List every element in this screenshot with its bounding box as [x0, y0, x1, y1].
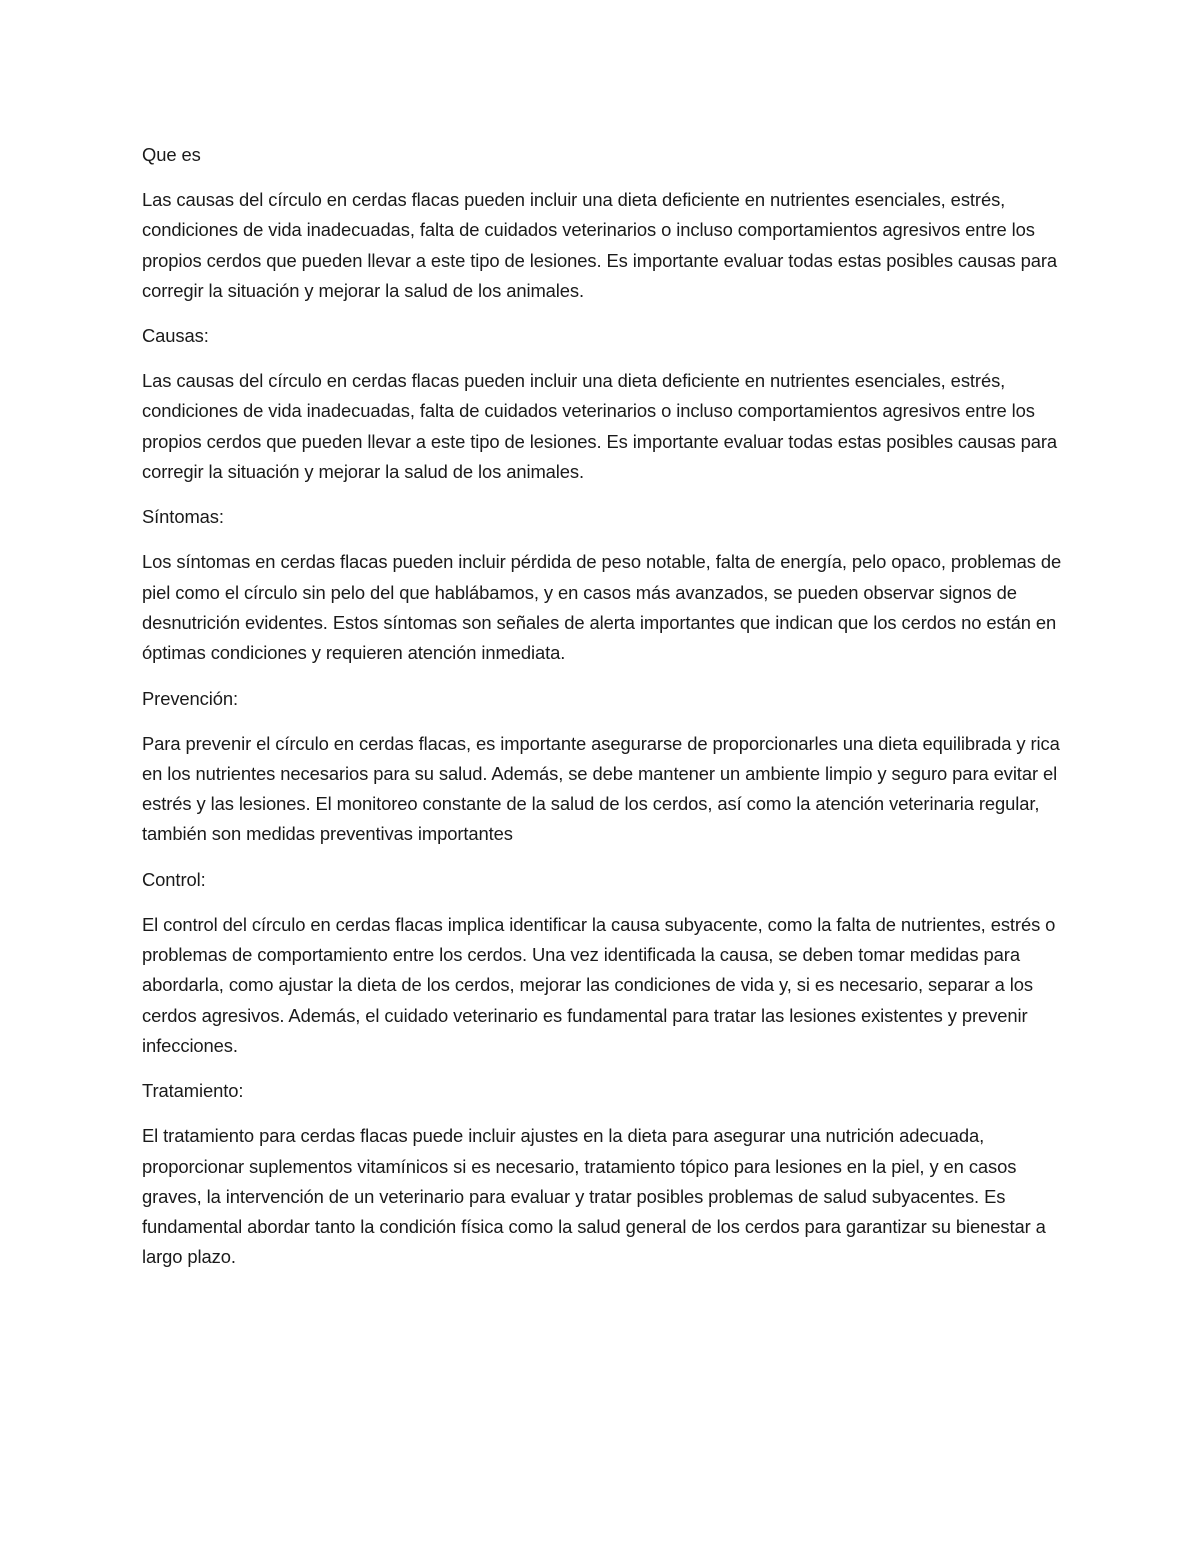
- heading-que-es: Que es: [142, 144, 201, 165]
- paragraph-tratamiento: El tratamiento para cerdas flacas puede incluir ajustes en la dieta para asegurar una nutrición adecuada, proporcionar suplementos vitamínicos si es necesario, tratamiento tópico para lesiones en la piel, y en casos graves, la intervención de un veterinario para evaluar y tratar posibles problemas de salud subyacentes. Es fundamental abordar tanto la condición física como la salud general de los cerdos para garantizar su bienestar a largo plazo.: [142, 1125, 1046, 1268]
- paragraph-sintomas: Los síntomas en cerdas flacas pueden incluir pérdida de peso notable, falta de energía, pelo opaco, problemas de piel como el círculo sin pelo del que hablábamos, y en casos más avanzados, se pueden observar signos de desnutrición evidentes. Estos síntomas son señales de alerta importantes que indican que los cerdos no están en óptimas condiciones y requieren atención inmediata.: [142, 551, 1062, 664]
- paragraph-prevencion: Para prevenir el círculo en cerdas flacas, es importante asegurarse de proporcionarles una dieta equilibrada y rica en los nutrientes necesarios para su salud. Además, se debe mantener un ambiente limpio y seguro para evitar el estrés y las lesiones. El monitoreo constante de la salud de los cerdos, así como la atención veterinaria regular, también son medidas preventivas importantes: [142, 732, 1060, 845]
- heading-tratamiento: Tratamiento:: [142, 1080, 244, 1102]
- document-body: [142, 140, 1072, 1288]
- paragraph-que-es: Las causas del círculo en cerdas flacas pueden incluir una dieta deficiente en nutrientes esenciales, estrés, condiciones de vida inadecuadas, falta de cuidados veterinarios o incluso comportamientos agresivos entre los propios cerdos que pueden llevar a este tipo de lesiones. Es importante evaluar todas estas posibles causas para corregir la situación y mejorar la salud de los animales.: [142, 189, 1058, 301]
- heading-causas: Causas:: [142, 325, 209, 347]
- paragraph-control: El control del círculo en cerdas flacas implica identificar la causa subyacente, como la falta de nutrientes, estrés o problemas de comportamiento entre los cerdos. Una vez identificada la causa, se deben tomar medidas para abordarla, como ajustar la dieta de los cerdos, mejorar las condiciones de vida y, si es necesario, separar a los cerdos agresivos. Además, el cuidado veterinario es fundamental para tratar las lesiones existentes y prevenir infecciones.: [142, 913, 1056, 1056]
- paragraph-causas: Las causas del círculo en cerdas flacas pueden incluir una dieta deficiente en nutrientes esenciales, estrés, condiciones de vida inadecuadas, falta de cuidados veterinarios o incluso comportamientos agresivos entre los propios cerdos que pueden llevar a este tipo de lesiones. Es importante evaluar todas estas posibles causas para corregir la situación y mejorar la salud de los animales.: [142, 370, 1058, 483]
- heading-sintomas: Síntomas:: [142, 506, 224, 528]
- heading-control: Control:: [142, 868, 206, 890]
- heading-prevencion: Prevención:: [142, 687, 239, 709]
